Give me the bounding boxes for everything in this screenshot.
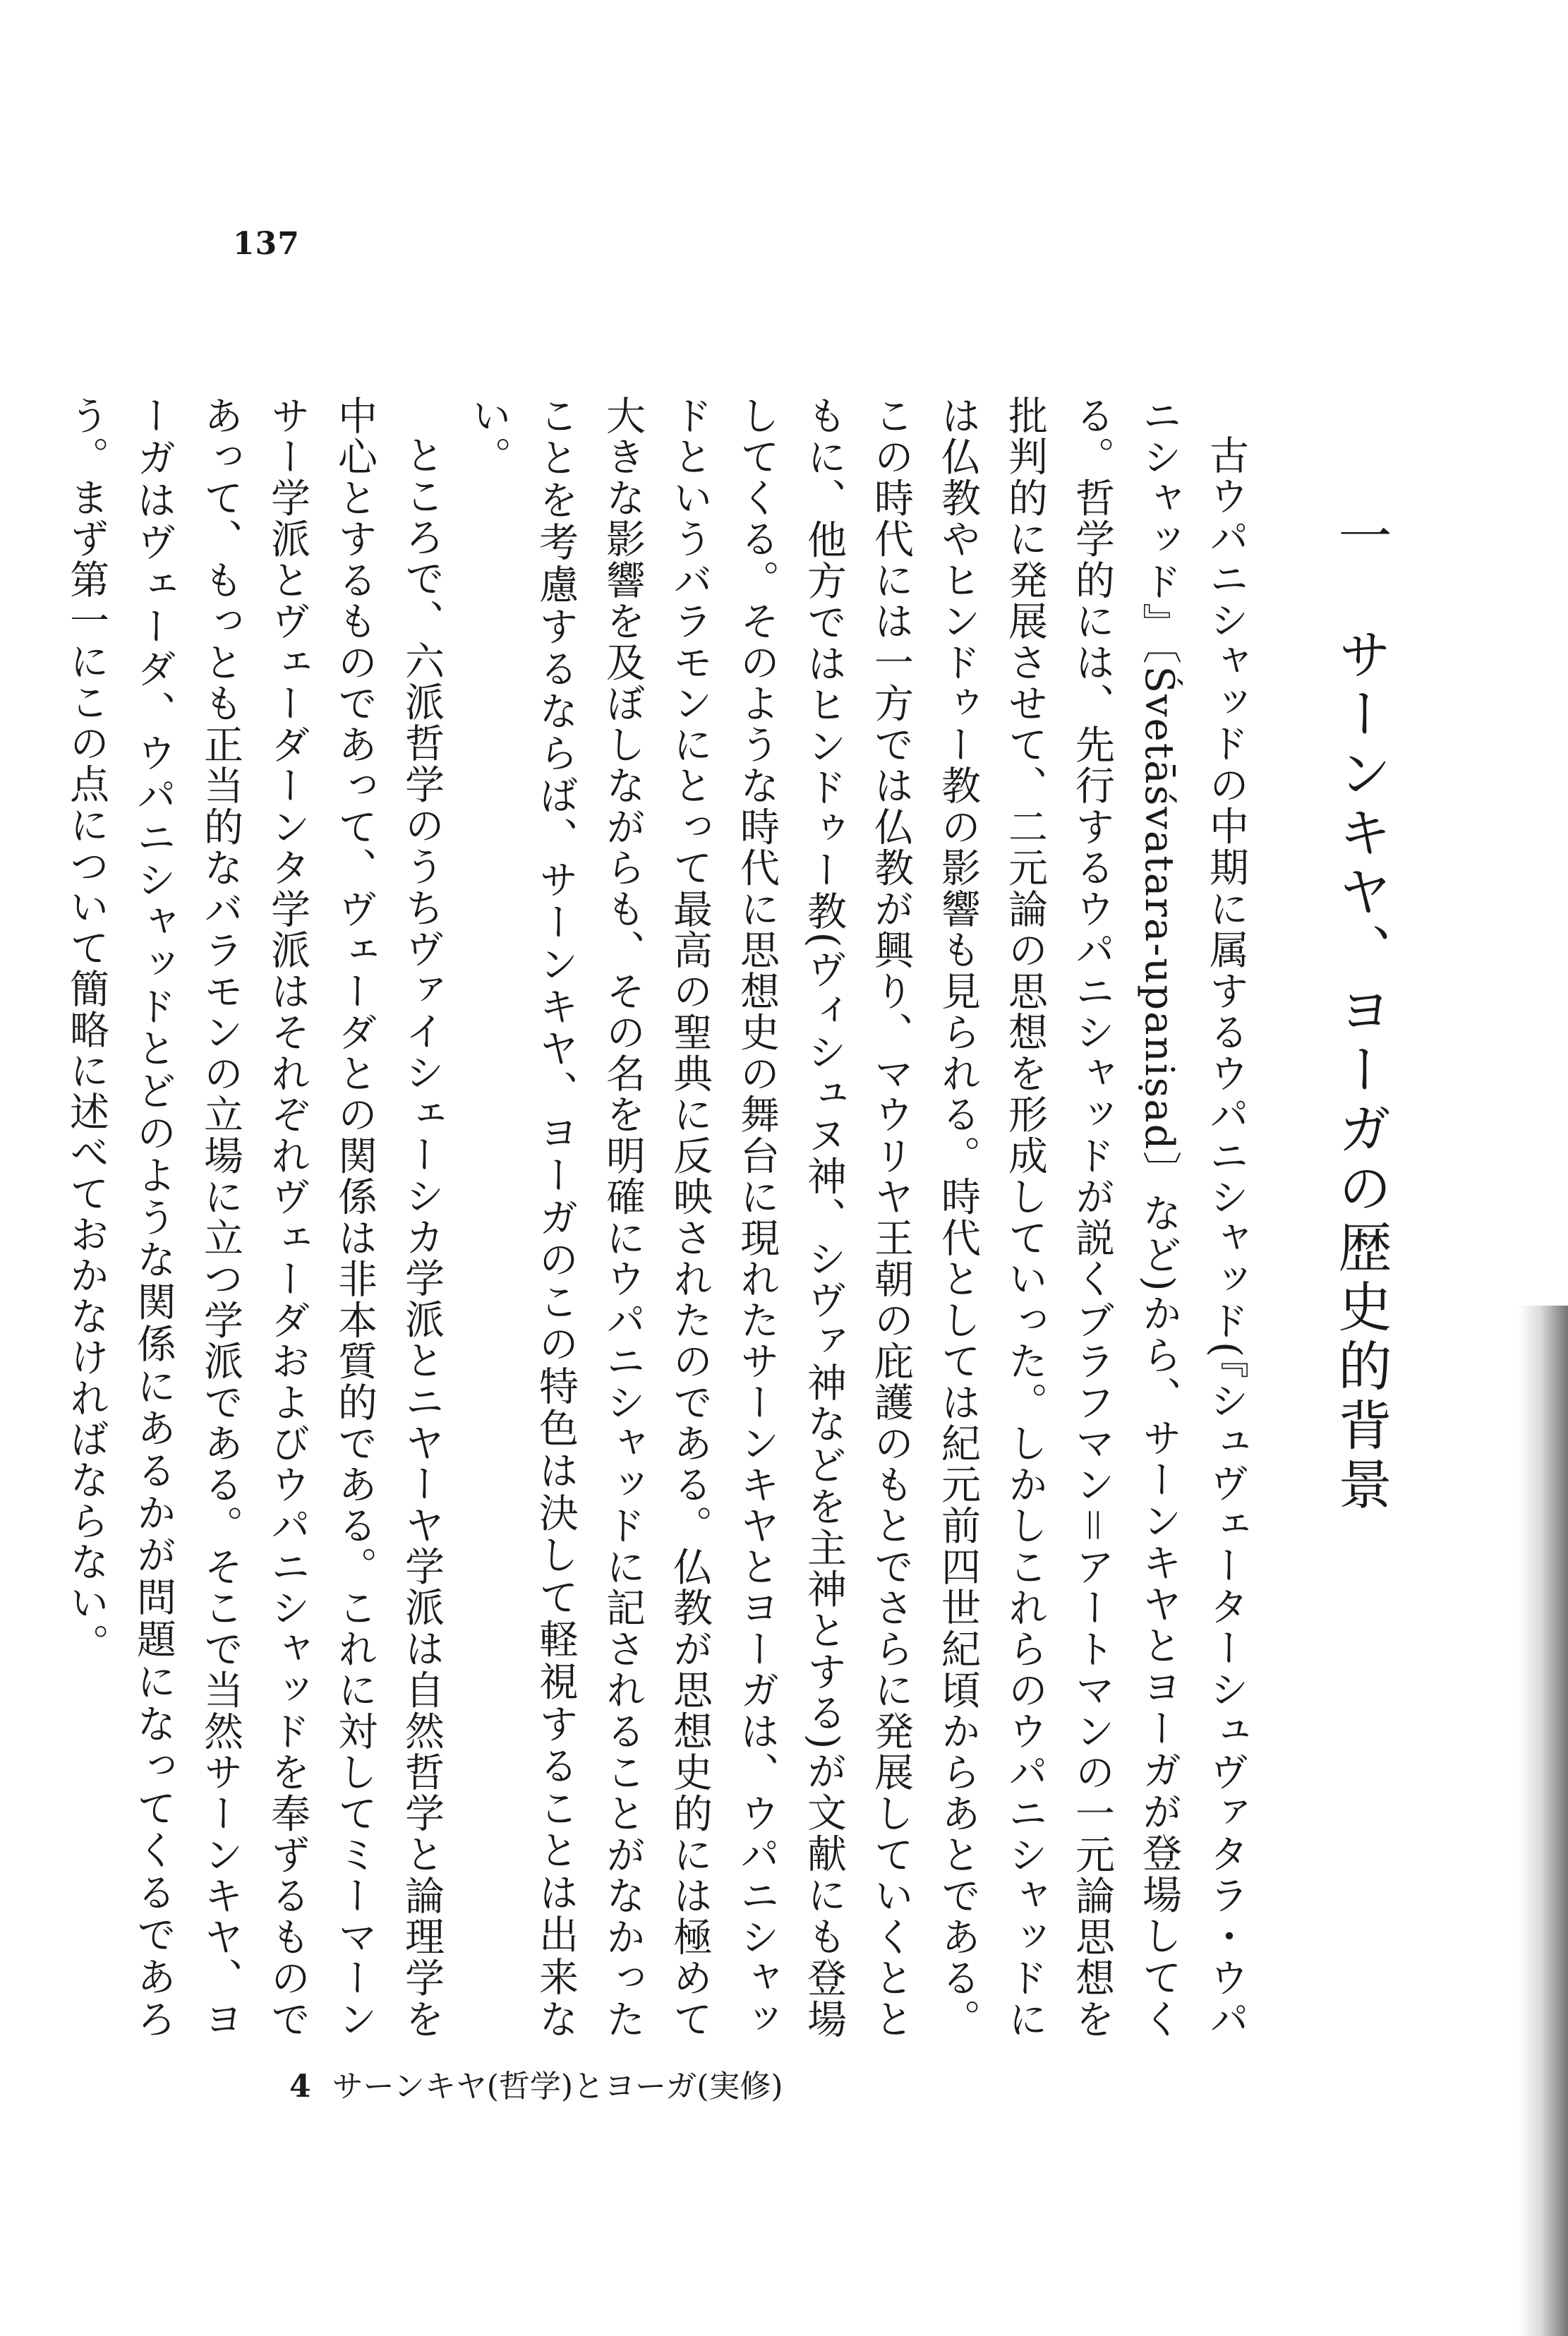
chapter-number: 4 xyxy=(289,2069,311,2105)
paragraph-2: ところで、六派哲学のうちヴァイシェーシカ学派とニヤーヤ学派は自然哲学と論理学を中心とするものであって、ヴェーダとの関係は非本質的である。これに対してミーマーンサー学派とヴェーダーンタ学派はそれぞれヴェーダおよびウパニシャッドを奉ずるものであって、もっとも正当的なバラモンの立場に立つ学派である。そこで当然サーンキヤ、ヨーガはヴェーダ、ウパニシャッドとどのような関係にあるかが問題になってくるであろう。まず第一にこの点について簡略に述べておかなければならない。 xyxy=(64,395,445,2040)
page-edge-shadow xyxy=(1519,1306,1568,2336)
section-title: 一 サーンキヤ、ヨーガの歴史的背景 xyxy=(1329,508,1392,1516)
chapter-title: サーンキヤ(哲学)とヨーガ(実修) xyxy=(332,2069,783,2105)
running-footer xyxy=(289,2061,783,2106)
body-text xyxy=(64,395,1260,2040)
paragraph-1: 古ウパニシャッドの中期に属するウパニシャッド(『シュヴェーターシュヴァタラ・ウパニシャッド』〔Śvetāśvatara-upaniṣad〕など)から、サーンキヤとヨーガが登場してくる。哲学的には、先行するウパニシャッドが説くブラフマン＝アートマンの一元論思想を批判的に発展させて、二元論の思想を形成していった。しかしこれらのウパニシャッドには仏教やヒンドゥー教の影響も見られる。時代としては紀元前四世紀頃からあとである。この時代には一方では仏教が興り、マウリヤ王朝の庇護のもとでさらに発展していくとともに、他方ではヒンドゥー教(ヴィシュヌ神、シヴァ神などを主神とする)が文献にも登場してくる。そのような時代に思想史の舞台に現れたサーンキヤとヨーガは、ウパニシャッドというバラモンにとって最高の聖典に反映されたのである。仏教が思想史的には極めて大きな影響を及ぼしながらも、その名を明確にウパニシャッドに記されることがなかったことを考慮するならば、サーンキヤ、ヨーガのこの特色は決して軽視することは出来ない。 xyxy=(466,395,1249,2040)
page-number: 137 xyxy=(233,226,300,262)
